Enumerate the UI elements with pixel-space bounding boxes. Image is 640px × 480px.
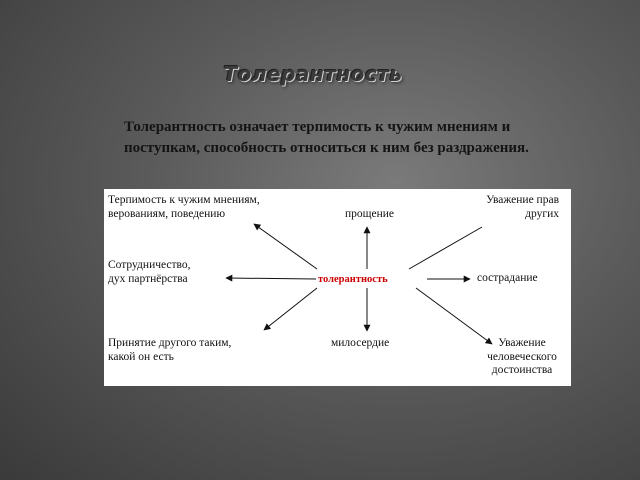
tolerance-diagram: [104, 189, 571, 386]
label-top-left: Терпимость к чужим мнениям, верованиям, поведению: [108, 194, 260, 220]
definition-text: [124, 117, 604, 159]
label-bottom-left: Принятие другого таким, какой он есть: [108, 337, 232, 363]
slide-title: Толерантность: [223, 62, 403, 86]
label-top-center: прощение: [345, 208, 395, 220]
line-top-right: [409, 227, 482, 269]
arrow-bottom-right: [416, 288, 492, 344]
label-mid-right: сострадание: [477, 272, 538, 284]
arrow-bottom-left: [264, 288, 317, 330]
label-bottom-center: милосердие: [331, 337, 390, 349]
label-bottom-right: Уважение человеческого достоинства: [487, 337, 557, 376]
definition-line-1: Толерантность означает терпимость к чужим мнениям и: [124, 119, 511, 135]
label-mid-left: Сотрудничество, дух партнёрства: [108, 259, 191, 285]
label-top-right: Уважение прав других: [486, 194, 559, 220]
center-label: толерантность: [318, 274, 388, 285]
definition-line-2: поступкам, способность относиться к ним без раздражения.: [124, 140, 529, 156]
arrow-top-left: [254, 224, 317, 269]
arrow-mid-left: [226, 278, 316, 279]
